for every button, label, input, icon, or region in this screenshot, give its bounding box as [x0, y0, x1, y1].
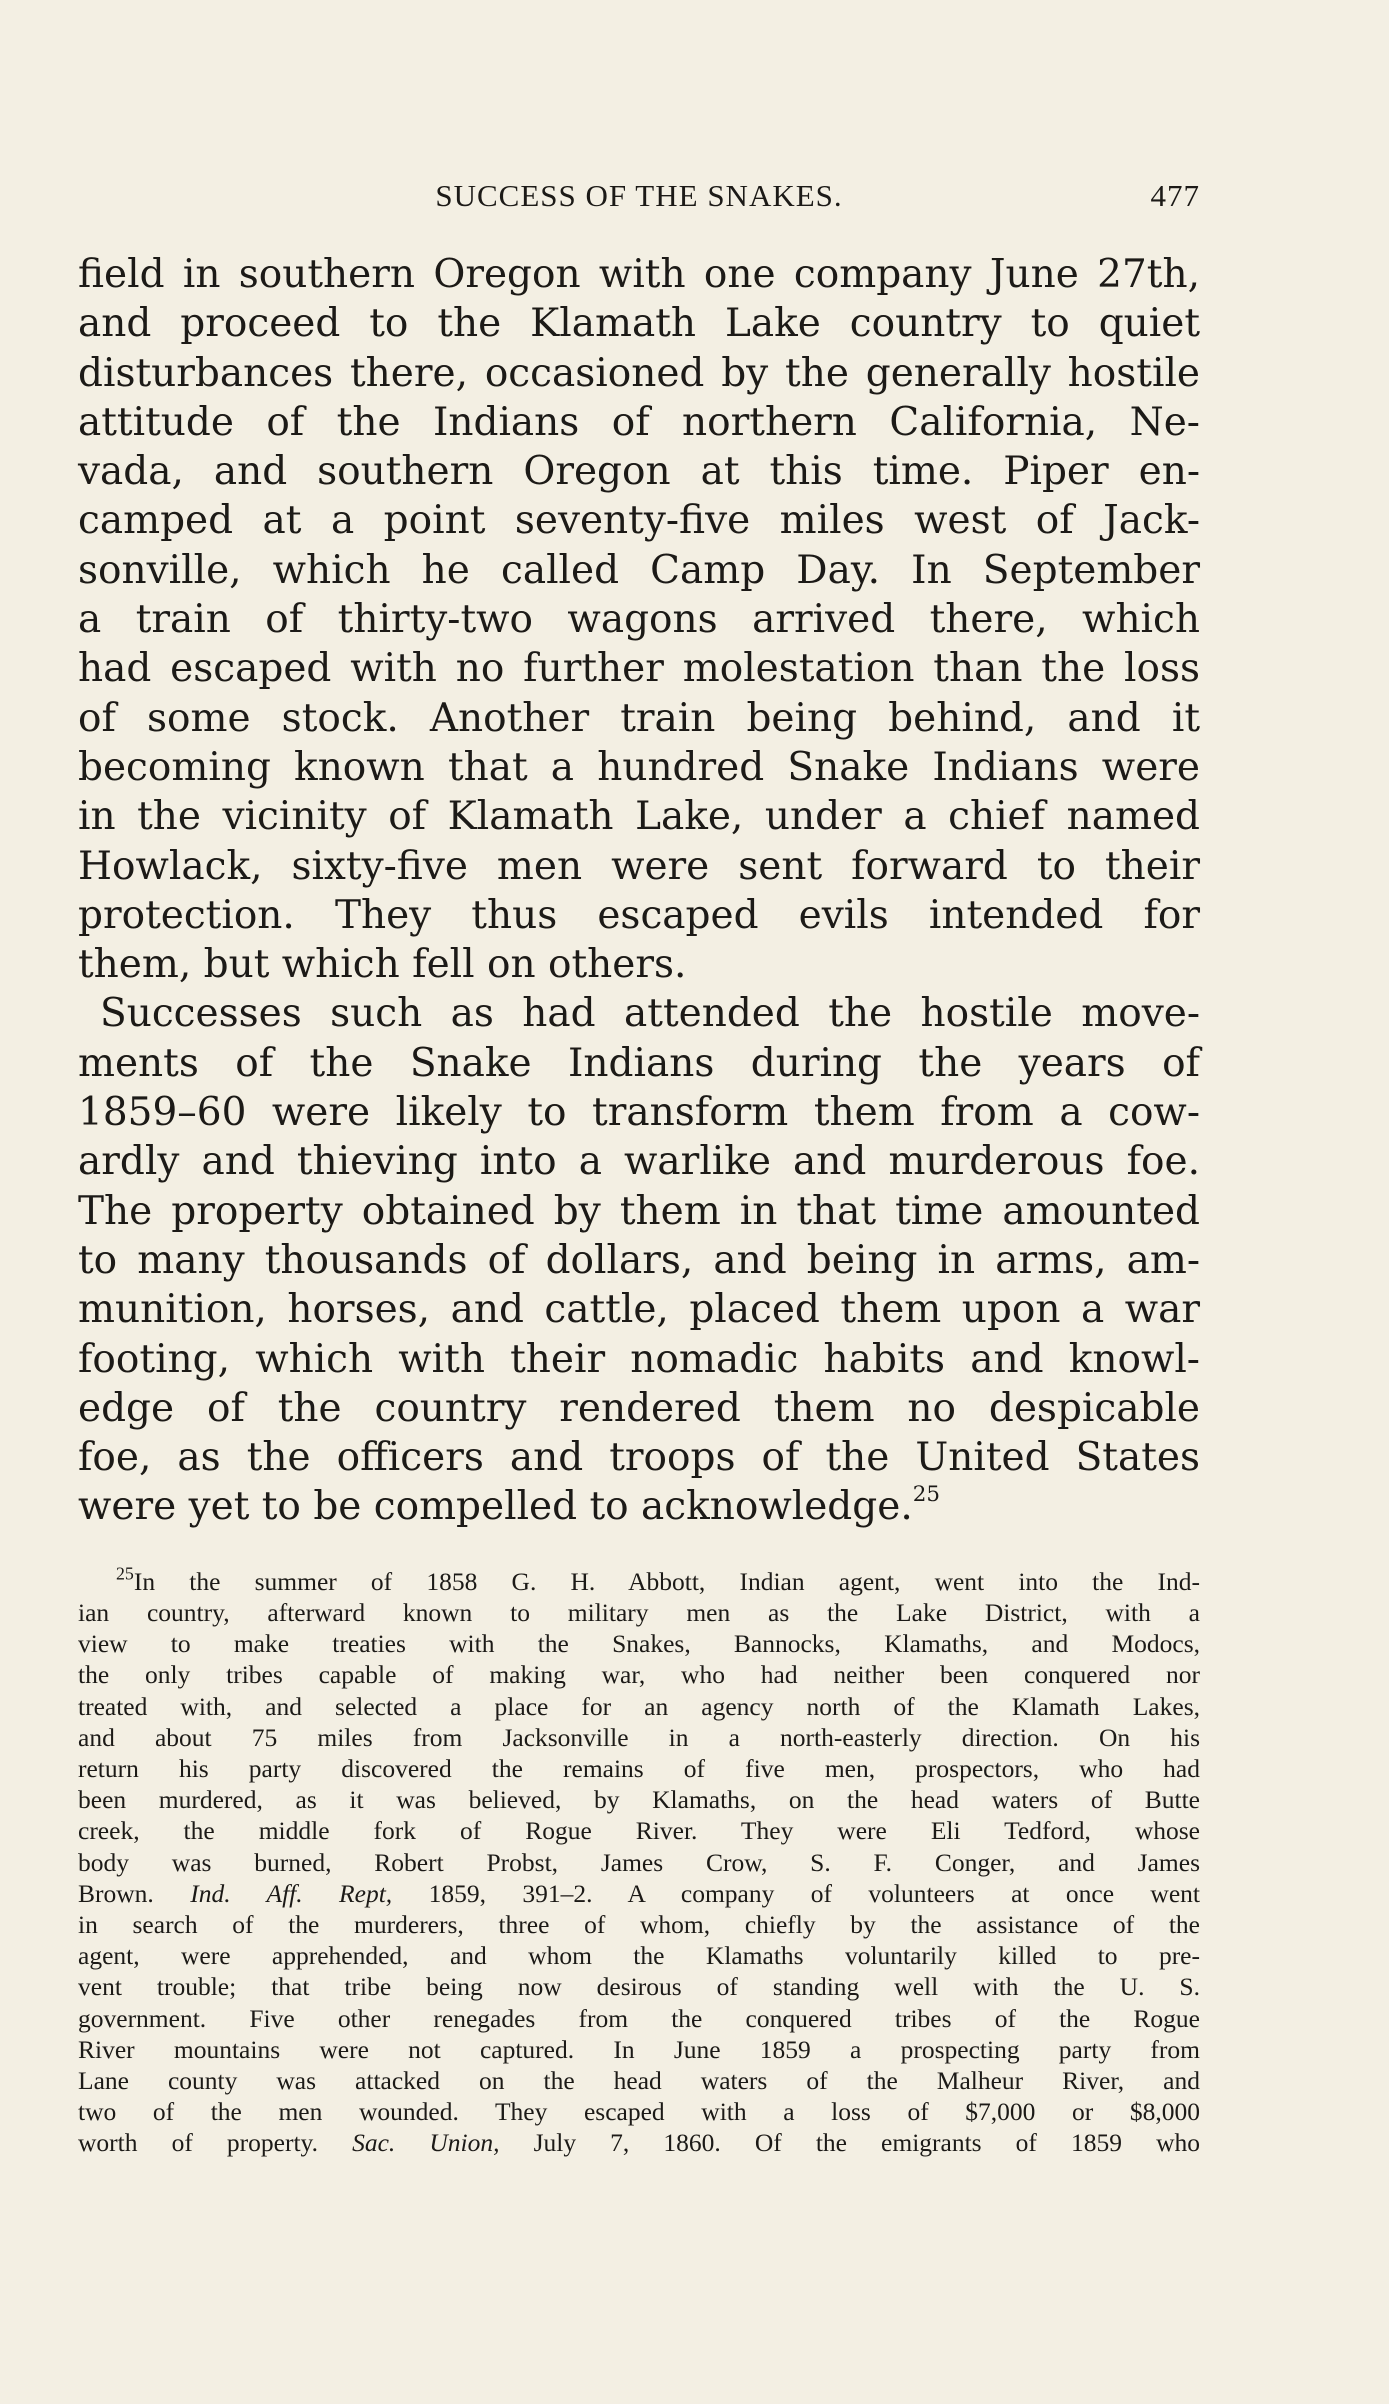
footnote-line: agent, were apprehended, and whom the Klamaths voluntarily killed to pre-: [78, 1941, 1200, 1971]
body-line-final: [78, 1482, 1200, 1531]
body-line: in the vicinity of Klamath Lake, under a chief named: [78, 794, 1200, 840]
body-line: protection. They thus escaped evils intended for: [78, 892, 1200, 938]
footnote-line: in search of the murderers, three of whom, chiefly by the assistance of the: [78, 1909, 1200, 1939]
footnote-line: creek, the middle fork of Rogue River. They were Eli Tedford, whose: [78, 1816, 1200, 1846]
body-line: and proceed to the Klamath Lake country to quiet: [78, 301, 1200, 347]
footnote-line: [78, 2127, 1200, 2158]
footnote-line: government. Five other renegades from the conquered tribes of the Rogue: [78, 2003, 1200, 2033]
footnote-line: [78, 1563, 1200, 1597]
footnote-line-text: July 7, 1860. Of the emigrants of 1859 who: [499, 2128, 1201, 2158]
body-line: becoming known that a hundred Snake Indians were: [78, 744, 1200, 790]
body-line-text: were yet to be compelled to acknowledge.: [78, 1484, 913, 1530]
citation-ind-aff-rept: Ind. Aff. Rept,: [190, 1878, 393, 1908]
footnote-line-text: worth of property.: [78, 2128, 353, 2158]
body-line: ments of the Snake Indians during the years of: [78, 1040, 1200, 1086]
page-number: 477: [1150, 178, 1200, 213]
body-line: vada, and southern Oregon at this time. Piper en-: [78, 449, 1200, 495]
body-text: [78, 250, 1200, 1532]
footnote-line: ian country, afterward known to military men as the Lake District, with a: [78, 1597, 1200, 1627]
footnote-line: and about 75 miles from Jacksonville in a north-easterly direction. On his: [78, 1722, 1200, 1752]
body-line: them, but which fell on others.: [78, 942, 687, 988]
footnote-line: River mountains were not captured. In June 1859 a prospecting party from: [78, 2034, 1200, 2064]
footnote-line: body was burned, Robert Probst, James Crow, S. F. Conger, and James: [78, 1847, 1200, 1877]
body-line: of some stock. Another train being behind, and it: [78, 695, 1200, 741]
body-line: Howlack, sixty-five men were sent forward to their: [78, 843, 1200, 889]
body-line: camped at a point seventy-five miles west of Jack-: [78, 498, 1200, 544]
body-line: The property obtained by them in that time amounted: [78, 1188, 1200, 1234]
footnote-reference: 25: [912, 1482, 940, 1508]
body-line: edge of the country rendered them no despicable: [78, 1385, 1200, 1431]
book-page: [78, 178, 1200, 2159]
body-line: munition, horses, and cattle, placed them upon a war: [78, 1287, 1200, 1333]
body-line: footing, which with their nomadic habits and knowl-: [78, 1336, 1200, 1382]
body-line: attitude of the Indians of northern California, Ne-: [78, 399, 1200, 445]
footnote: [78, 1563, 1201, 2159]
citation-sac-union: Sac. Union,: [352, 2128, 500, 2158]
footnote-line: been murdered, as it was believed, by Klamaths, on the head waters of Butte: [78, 1785, 1200, 1815]
footnote-line: return his party discovered the remains of five men, prospectors, who had: [78, 1753, 1200, 1783]
body-line: field in southern Oregon with one company June 27th,: [78, 252, 1200, 297]
footnote-marker: 25: [116, 1563, 134, 1584]
body-line: to many thousands of dollars, and being in arms, am-: [78, 1237, 1200, 1283]
body-line: 1859–60 were likely to transform them from a cow-: [78, 1090, 1200, 1136]
footnote-line-text: Brown.: [78, 1878, 191, 1908]
footnote-line: two of the men wounded. They escaped with a loss of $7,000 or $8,000: [78, 2097, 1200, 2127]
footnote-line-text: In the summer of 1858 G. H. Abbott, Indian agent, went into the Ind-: [133, 1566, 1200, 1596]
footnote-line-text: 1859, 391–2. A company of volunteers at once went: [428, 1878, 1200, 1908]
body-line: disturbances there, occasioned by the generally hostile: [78, 350, 1200, 396]
footnote-line: the only tribes capable of making war, who had neither been conquered nor: [78, 1660, 1200, 1690]
body-line: foe, as the officers and troops of the United States: [78, 1435, 1200, 1481]
body-line: sonville, which he called Camp Day. In September: [78, 547, 1200, 593]
footnote-line: [78, 1878, 1200, 1909]
body-line: had escaped with no further molestation than the loss: [78, 646, 1200, 692]
body-line: a train of thirty-two wagons arrived there, which: [78, 597, 1200, 643]
running-head: [78, 178, 1200, 228]
footnote-line: view to make treaties with the Snakes, Bannocks, Klamaths, and Modocs,: [78, 1629, 1200, 1659]
running-head-title: SUCCESS OF THE SNAKES.: [435, 178, 843, 213]
footnote-line: treated with, and selected a place for an agency north of the Klamath Lakes,: [78, 1691, 1200, 1721]
footnote-line: Lane county was attacked on the head waters of the Malheur River, and: [78, 2065, 1200, 2095]
body-line: ardly and thieving into a warlike and murderous foe.: [78, 1139, 1200, 1185]
body-line: Successes such as had attended the hostile move-: [100, 991, 1200, 1037]
footnote-line: vent trouble; that tribe being now desirous of standing well with the U. S.: [78, 1972, 1200, 2002]
